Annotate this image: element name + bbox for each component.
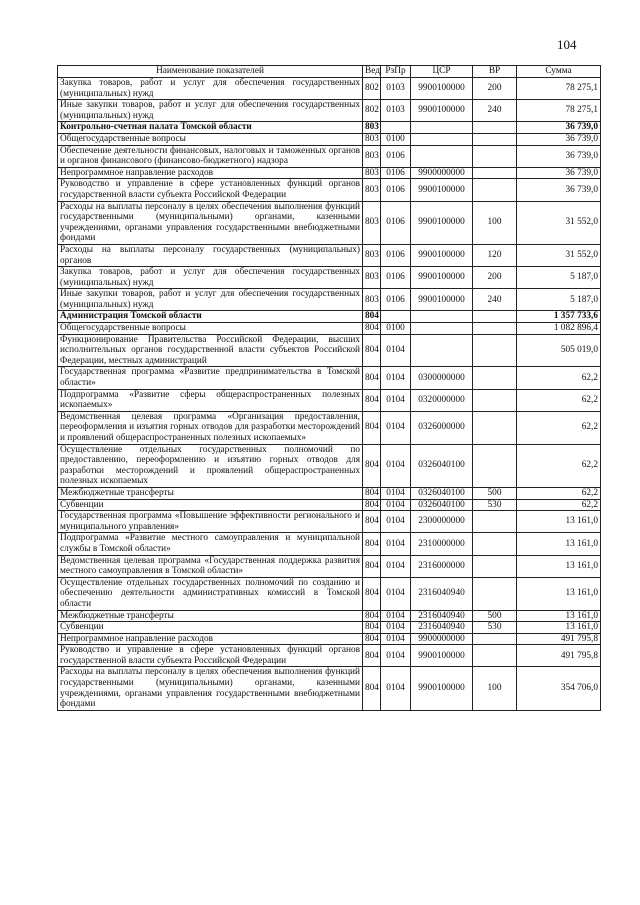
cell-sum: 13 161,0: [517, 610, 601, 622]
cell-rzpr: 0106: [381, 167, 411, 179]
cell-name: Расходы на выплаты персоналу государственных (муниципальных) органов: [58, 244, 363, 266]
cell-sum: 62,2: [517, 487, 601, 499]
cell-name: Руководство и управление в сфере установленных функций органов государственной власти субъекта Российской Федерации: [58, 645, 363, 667]
cell-csr: 2310000000: [411, 533, 473, 555]
cell-name: Подпрограмма «Развитие сферы общераспространенных полезных ископаемых»: [58, 389, 363, 411]
cell-ved: 804: [363, 577, 381, 610]
table-row: [58, 323, 601, 335]
cell-vr: 500: [473, 610, 517, 622]
cell-sum: 491 795,8: [517, 645, 601, 667]
cell-csr: 2316040940: [411, 577, 473, 610]
cell-rzpr: 0104: [381, 499, 411, 511]
cell-vr: [473, 444, 517, 487]
header-csr: ЦСР: [411, 66, 473, 78]
cell-rzpr: 0104: [381, 511, 411, 533]
table-row: [58, 487, 601, 499]
cell-ved: 803: [363, 244, 381, 266]
cell-csr: 9900100000: [411, 667, 473, 710]
cell-name: Контрольно-счетная палата Томской области: [58, 122, 363, 134]
cell-csr: 0320000000: [411, 389, 473, 411]
cell-sum: 36 739,0: [517, 179, 601, 201]
cell-name: Субвенции: [58, 622, 363, 634]
cell-rzpr: 0106: [381, 145, 411, 167]
cell-ved: 802: [363, 100, 381, 122]
cell-rzpr: [381, 311, 411, 323]
cell-csr: 0326040100: [411, 499, 473, 511]
cell-csr: 9900100000: [411, 645, 473, 667]
cell-name: Обеспечение деятельности финансовых, налоговых и таможенных органов и органов финансового (финансово-бюджетного) надзора: [58, 145, 363, 167]
cell-csr: 9900000000: [411, 633, 473, 645]
table-row: [58, 122, 601, 134]
table-row: [58, 311, 601, 323]
cell-name: Межбюджетные трансферты: [58, 487, 363, 499]
cell-csr: 9900100000: [411, 289, 473, 311]
table-row: [58, 389, 601, 411]
cell-vr: 530: [473, 622, 517, 634]
cell-ved: 803: [363, 167, 381, 179]
table-row: [58, 267, 601, 289]
cell-ved: 804: [363, 633, 381, 645]
cell-rzpr: 0103: [381, 78, 411, 100]
cell-vr: [473, 633, 517, 645]
budget-table: [57, 65, 601, 711]
cell-csr: [411, 323, 473, 335]
cell-ved: 802: [363, 78, 381, 100]
cell-ved: 804: [363, 610, 381, 622]
cell-vr: 200: [473, 78, 517, 100]
cell-rzpr: 0106: [381, 244, 411, 266]
table-row: [58, 78, 601, 100]
cell-vr: 100: [473, 667, 517, 710]
cell-rzpr: 0104: [381, 577, 411, 610]
cell-sum: 13 161,0: [517, 577, 601, 610]
cell-vr: [473, 145, 517, 167]
cell-ved: 804: [363, 411, 381, 444]
cell-vr: [473, 311, 517, 323]
header-name: Наименование показателей: [58, 66, 363, 78]
cell-csr: 0326000000: [411, 411, 473, 444]
cell-csr: 9900100000: [411, 201, 473, 244]
cell-rzpr: 0104: [381, 622, 411, 634]
cell-vr: [473, 133, 517, 145]
header-rzpr: РзПр: [381, 66, 411, 78]
cell-name: Иные закупки товаров, работ и услуг для обеспечения государственных (муниципальных) нужд: [58, 289, 363, 311]
table-row: [58, 533, 601, 555]
cell-vr: [473, 367, 517, 389]
cell-rzpr: 0104: [381, 667, 411, 710]
cell-ved: 804: [363, 667, 381, 710]
cell-sum: 1 357 733,6: [517, 311, 601, 323]
table-row: [58, 555, 601, 577]
cell-rzpr: 0104: [381, 444, 411, 487]
cell-csr: [411, 311, 473, 323]
cell-name: Субвенции: [58, 499, 363, 511]
cell-name: Расходы на выплаты персоналу в целях обеспечения выполнения функций государственными (муниципальными) органами, казенными учреждениями, органами управления государственными внебюджетными фондами: [58, 201, 363, 244]
table-row: [58, 577, 601, 610]
cell-rzpr: 0106: [381, 179, 411, 201]
page-number: 104: [557, 37, 577, 52]
cell-vr: [473, 389, 517, 411]
cell-sum: 62,2: [517, 367, 601, 389]
cell-sum: 78 275,1: [517, 78, 601, 100]
table-row: [58, 145, 601, 167]
cell-sum: 78 275,1: [517, 100, 601, 122]
cell-sum: 62,2: [517, 444, 601, 487]
cell-name: Функционирование Правительства Российской Федерации, высших исполнительных органов государственной власти субъектов Российской Федерации, местных администраций: [58, 334, 363, 367]
cell-name: Осуществление отдельных государственных полномочий по созданию и обеспечению деятельности административных комиссий в Томской области: [58, 577, 363, 610]
cell-csr: 9900100000: [411, 244, 473, 266]
cell-vr: [473, 511, 517, 533]
table-row: [58, 367, 601, 389]
cell-name: Закупка товаров, работ и услуг для обеспечения государственных (муниципальных) нужд: [58, 78, 363, 100]
cell-vr: 120: [473, 244, 517, 266]
cell-rzpr: [381, 122, 411, 134]
cell-vr: [473, 645, 517, 667]
cell-vr: [473, 122, 517, 134]
cell-vr: [473, 411, 517, 444]
table-row: [58, 645, 601, 667]
cell-sum: 36 739,0: [517, 133, 601, 145]
cell-ved: 803: [363, 267, 381, 289]
cell-csr: 9900100000: [411, 179, 473, 201]
cell-sum: 491 795,8: [517, 633, 601, 645]
cell-vr: 240: [473, 100, 517, 122]
cell-name: Непрограммное направление расходов: [58, 633, 363, 645]
header-sum: Сумма: [517, 66, 601, 78]
cell-sum: 13 161,0: [517, 622, 601, 634]
cell-name: Осуществление отдельных государственных полномочий по предоставлению, переоформлению и изъятию горных отводов для разработки месторождений и проявлений общераспространенных полезных ископаемых: [58, 444, 363, 487]
cell-vr: 500: [473, 487, 517, 499]
table-row: [58, 289, 601, 311]
cell-name: Закупка товаров, работ и услуг для обеспечения государственных (муниципальных) нужд: [58, 267, 363, 289]
cell-sum: 31 552,0: [517, 244, 601, 266]
table-row: [58, 622, 601, 634]
cell-rzpr: 0104: [381, 367, 411, 389]
cell-rzpr: 0104: [381, 411, 411, 444]
cell-ved: 804: [363, 533, 381, 555]
cell-rzpr: 0106: [381, 289, 411, 311]
cell-name: Общегосударственные вопросы: [58, 133, 363, 145]
table-row: [58, 179, 601, 201]
cell-vr: [473, 179, 517, 201]
header-ved: Вед: [363, 66, 381, 78]
cell-sum: 13 161,0: [517, 555, 601, 577]
cell-rzpr: 0104: [381, 487, 411, 499]
cell-rzpr: 0100: [381, 323, 411, 335]
cell-sum: 31 552,0: [517, 201, 601, 244]
cell-csr: 9900100000: [411, 100, 473, 122]
cell-csr: 0326040100: [411, 487, 473, 499]
cell-ved: 804: [363, 555, 381, 577]
cell-sum: 5 187,0: [517, 289, 601, 311]
cell-name: Иные закупки товаров, работ и услуг для обеспечения государственных (муниципальных) нужд: [58, 100, 363, 122]
cell-name: Непрограммное направление расходов: [58, 167, 363, 179]
cell-csr: 0300000000: [411, 367, 473, 389]
cell-name: Ведомственная целевая программа «Государственная поддержка развития местного самоуправления в Томской области»: [58, 555, 363, 577]
cell-ved: 803: [363, 179, 381, 201]
table-row: [58, 444, 601, 487]
cell-csr: 2316040940: [411, 622, 473, 634]
cell-rzpr: 0104: [381, 610, 411, 622]
cell-rzpr: 0100: [381, 133, 411, 145]
cell-rzpr: 0104: [381, 645, 411, 667]
cell-sum: 354 706,0: [517, 667, 601, 710]
cell-rzpr: 0104: [381, 533, 411, 555]
cell-ved: 804: [363, 511, 381, 533]
table-row: [58, 610, 601, 622]
cell-csr: 2300000000: [411, 511, 473, 533]
cell-name: Межбюджетные трансферты: [58, 610, 363, 622]
cell-vr: [473, 323, 517, 335]
cell-sum: 1 082 896,4: [517, 323, 601, 335]
cell-sum: 62,2: [517, 499, 601, 511]
cell-vr: [473, 577, 517, 610]
table-row: [58, 334, 601, 367]
cell-name: Ведомственная целевая программа «Организация предоставления, переоформления и изъятия горных отводов для разработки месторождений и проявлений общераспространенных полезных ископаемых»: [58, 411, 363, 444]
cell-vr: [473, 555, 517, 577]
cell-sum: 62,2: [517, 411, 601, 444]
cell-csr: [411, 133, 473, 145]
cell-vr: 530: [473, 499, 517, 511]
cell-ved: 803: [363, 122, 381, 134]
cell-sum: 36 739,0: [517, 122, 601, 134]
cell-name: Расходы на выплаты персоналу в целях обеспечения выполнения функций государственными (муниципальными) органами, казенными учреждениями, органами управления государственными внебюджетными фондами: [58, 667, 363, 710]
cell-rzpr: 0106: [381, 267, 411, 289]
cell-ved: 804: [363, 311, 381, 323]
cell-sum: 13 161,0: [517, 511, 601, 533]
cell-ved: 804: [363, 487, 381, 499]
cell-rzpr: 0104: [381, 633, 411, 645]
cell-sum: 36 739,0: [517, 167, 601, 179]
cell-ved: 803: [363, 145, 381, 167]
cell-name: Руководство и управление в сфере установленных функций органов государственной власти субъекта Российской Федерации: [58, 179, 363, 201]
cell-ved: 804: [363, 334, 381, 367]
table-row: [58, 167, 601, 179]
cell-ved: 804: [363, 367, 381, 389]
cell-name: Подпрограмма «Развитие местного самоуправления и муниципальной службы в Томской области»: [58, 533, 363, 555]
header-vr: ВР: [473, 66, 517, 78]
table-row: [58, 511, 601, 533]
cell-sum: 36 739,0: [517, 145, 601, 167]
table-row: [58, 633, 601, 645]
cell-csr: 9900100000: [411, 78, 473, 100]
table-row: [58, 100, 601, 122]
cell-rzpr: 0104: [381, 389, 411, 411]
cell-vr: [473, 334, 517, 367]
cell-ved: 803: [363, 201, 381, 244]
cell-vr: 100: [473, 201, 517, 244]
cell-rzpr: 0104: [381, 555, 411, 577]
cell-vr: 200: [473, 267, 517, 289]
cell-ved: 804: [363, 499, 381, 511]
cell-name: Администрация Томской области: [58, 311, 363, 323]
table-row: [58, 411, 601, 444]
cell-csr: 9900100000: [411, 267, 473, 289]
cell-sum: 505 019,0: [517, 334, 601, 367]
cell-csr: [411, 334, 473, 367]
cell-name: Общегосударственные вопросы: [58, 323, 363, 335]
cell-ved: 804: [363, 389, 381, 411]
cell-name: Государственная программа «Развитие предпринимательства в Томской области»: [58, 367, 363, 389]
table-row: [58, 667, 601, 710]
cell-rzpr: 0106: [381, 201, 411, 244]
cell-ved: 803: [363, 289, 381, 311]
cell-ved: 803: [363, 133, 381, 145]
cell-vr: [473, 167, 517, 179]
cell-sum: 62,2: [517, 389, 601, 411]
cell-csr: 2316040940: [411, 610, 473, 622]
cell-ved: 804: [363, 323, 381, 335]
table-row: [58, 244, 601, 266]
cell-rzpr: 0104: [381, 334, 411, 367]
cell-ved: 804: [363, 622, 381, 634]
cell-csr: 9900000000: [411, 167, 473, 179]
cell-csr: [411, 122, 473, 134]
cell-csr: [411, 145, 473, 167]
cell-sum: 13 161,0: [517, 533, 601, 555]
table-body: [58, 78, 601, 711]
table-header: [58, 66, 601, 78]
cell-rzpr: 0103: [381, 100, 411, 122]
cell-ved: 804: [363, 444, 381, 487]
cell-vr: [473, 533, 517, 555]
cell-ved: 804: [363, 645, 381, 667]
cell-name: Государственная программа «Повышение эффективности регионального и муниципального управления»: [58, 511, 363, 533]
cell-csr: 0326040100: [411, 444, 473, 487]
table-row: [58, 499, 601, 511]
cell-vr: 240: [473, 289, 517, 311]
cell-sum: 5 187,0: [517, 267, 601, 289]
cell-csr: 2316000000: [411, 555, 473, 577]
header-row: [58, 66, 601, 78]
table-row: [58, 133, 601, 145]
table-row: [58, 201, 601, 244]
